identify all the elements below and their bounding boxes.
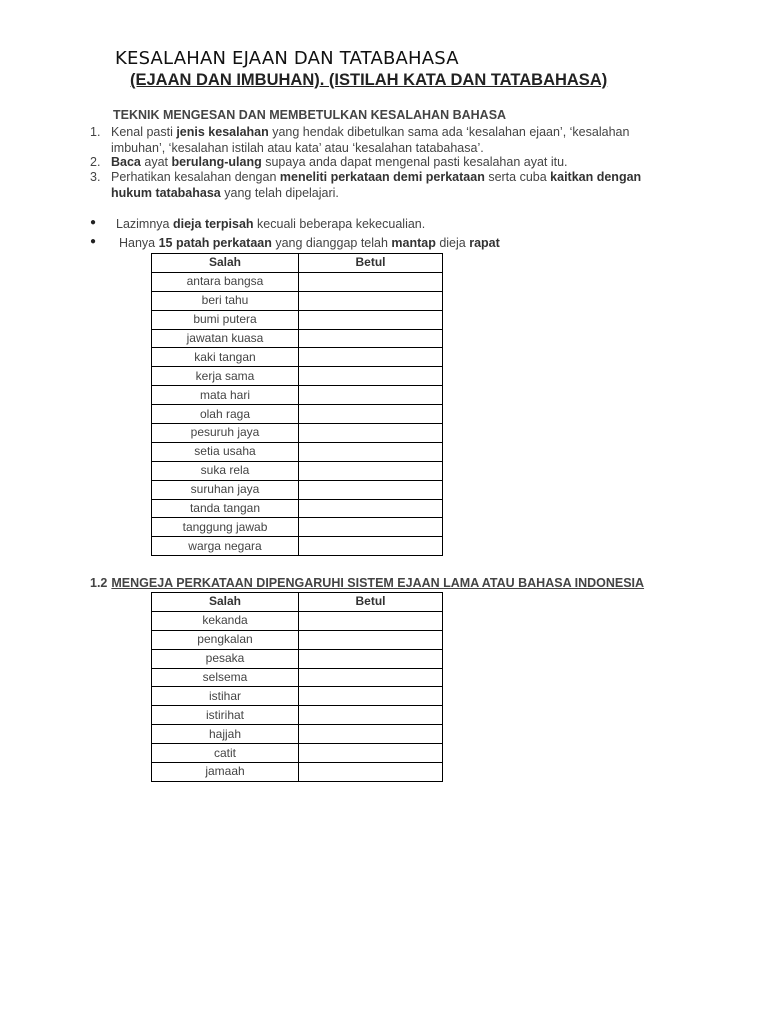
item-number: 3. bbox=[90, 170, 101, 184]
table-row bbox=[152, 310, 443, 329]
bullet-icon: ● bbox=[90, 217, 97, 228]
document-title: KESALAHAN EJAAN DAN TATABAHASA bbox=[115, 48, 459, 69]
cell-salah: catit bbox=[152, 744, 299, 763]
table-row bbox=[152, 649, 443, 668]
cell-betul-blank[interactable] bbox=[299, 310, 443, 329]
table-row bbox=[152, 763, 443, 782]
section-number: 1.2 bbox=[90, 576, 108, 590]
bullet-icon: ● bbox=[90, 236, 97, 247]
spelling-table-compound bbox=[151, 253, 443, 556]
cell-salah: bumi putera bbox=[152, 310, 299, 329]
header-salah: Salah bbox=[152, 254, 299, 273]
table-row bbox=[152, 367, 443, 386]
cell-salah: istihar bbox=[152, 687, 299, 706]
table-row bbox=[152, 725, 443, 744]
cell-betul-blank[interactable] bbox=[299, 348, 443, 367]
item-number: 2. bbox=[90, 155, 101, 169]
cell-betul-blank[interactable] bbox=[299, 499, 443, 518]
cell-betul-blank[interactable] bbox=[299, 272, 443, 291]
table-row bbox=[152, 706, 443, 725]
cell-betul-blank[interactable] bbox=[299, 405, 443, 424]
cell-salah: antara bangsa bbox=[152, 272, 299, 291]
item-text-part: Perhatikan kesalahan dengan bbox=[111, 170, 280, 184]
header-salah: Salah bbox=[152, 593, 299, 612]
table-row bbox=[152, 668, 443, 687]
item-text-part: ayat bbox=[140, 155, 172, 169]
cell-betul-blank[interactable] bbox=[299, 649, 443, 668]
bullet-text: Lazimnya dieja terpisah kecuali beberapa kekecualian. bbox=[116, 217, 426, 231]
table-row bbox=[152, 630, 443, 649]
cell-salah: jamaah bbox=[152, 763, 299, 782]
cell-betul-blank[interactable] bbox=[299, 668, 443, 687]
header-betul: Betul bbox=[299, 593, 443, 612]
cell-betul-blank[interactable] bbox=[299, 706, 443, 725]
item-text-part: supaya anda dapat mengenal pasti kesalahan ayat itu. bbox=[261, 155, 568, 169]
cell-salah: selsema bbox=[152, 668, 299, 687]
table-row bbox=[152, 499, 443, 518]
bullet-text: Hanya 15 patah perkataan yang dianggap telah mantap dieja rapat bbox=[119, 236, 500, 250]
cell-salah: jawatan kuasa bbox=[152, 329, 299, 348]
cell-salah: pesuruh jaya bbox=[152, 424, 299, 443]
cell-betul-blank[interactable] bbox=[299, 763, 443, 782]
item-text bbox=[111, 155, 671, 171]
cell-salah: suruhan jaya bbox=[152, 480, 299, 499]
table-row bbox=[152, 272, 443, 291]
item-text bbox=[111, 170, 671, 201]
cell-betul-blank[interactable] bbox=[299, 329, 443, 348]
cell-salah: beri tahu bbox=[152, 291, 299, 310]
cell-betul-blank[interactable] bbox=[299, 687, 443, 706]
table-header-row bbox=[152, 593, 443, 612]
cell-salah: tanggung jawab bbox=[152, 518, 299, 537]
section-title: MENGEJA PERKATAAN DIPENGARUHI SISTEM EJAAN LAMA ATAU BAHASA INDONESIA bbox=[111, 576, 645, 590]
spelling-table-old-system bbox=[151, 592, 443, 782]
table-row bbox=[152, 480, 443, 499]
cell-betul-blank[interactable] bbox=[299, 480, 443, 499]
cell-salah: hajjah bbox=[152, 725, 299, 744]
section-heading-1-2 bbox=[90, 576, 644, 590]
cell-salah: kekanda bbox=[152, 611, 299, 630]
table-row bbox=[152, 687, 443, 706]
cell-betul-blank[interactable] bbox=[299, 291, 443, 310]
item-number: 1. bbox=[90, 125, 101, 139]
cell-betul-blank[interactable] bbox=[299, 725, 443, 744]
table-row bbox=[152, 291, 443, 310]
table-row bbox=[152, 461, 443, 480]
item-text-part: Kenal pasti bbox=[111, 125, 177, 139]
header-betul: Betul bbox=[299, 254, 443, 273]
table-row bbox=[152, 744, 443, 763]
cell-salah: tanda tangan bbox=[152, 499, 299, 518]
cell-betul-blank[interactable] bbox=[299, 744, 443, 763]
item-text-bold: jenis kesalahan bbox=[176, 125, 269, 139]
cell-salah: warga negara bbox=[152, 537, 299, 556]
cell-salah: olah raga bbox=[152, 405, 299, 424]
bullet-item-2 bbox=[90, 236, 500, 250]
cell-salah: kaki tangan bbox=[152, 348, 299, 367]
table-header-row bbox=[152, 254, 443, 273]
bullet-item-1 bbox=[90, 217, 425, 231]
item-text-bold: meneliti perkataan demi perkataan bbox=[279, 170, 485, 184]
cell-salah: istirihat bbox=[152, 706, 299, 725]
item-text-bold: kaitkan dengan hukum tatabahasa bbox=[111, 170, 642, 200]
cell-salah: pesaka bbox=[152, 649, 299, 668]
cell-betul-blank[interactable] bbox=[299, 386, 443, 405]
cell-salah: kerja sama bbox=[152, 367, 299, 386]
item-text-bold: Baca bbox=[111, 155, 141, 169]
cell-salah: setia usaha bbox=[152, 442, 299, 461]
cell-betul-blank[interactable] bbox=[299, 442, 443, 461]
cell-betul-blank[interactable] bbox=[299, 630, 443, 649]
cell-salah: mata hari bbox=[152, 386, 299, 405]
document-subtitle: (EJAAN DAN IMBUHAN). (ISTILAH KATA DAN TATABAHASA) bbox=[130, 71, 608, 89]
table-row bbox=[152, 518, 443, 537]
cell-betul-blank[interactable] bbox=[299, 461, 443, 480]
table-row bbox=[152, 348, 443, 367]
cell-betul-blank[interactable] bbox=[299, 611, 443, 630]
item-text-bold: berulang-ulang bbox=[171, 155, 262, 169]
table-row bbox=[152, 424, 443, 443]
table-row bbox=[152, 537, 443, 556]
table-row bbox=[152, 442, 443, 461]
cell-betul-blank[interactable] bbox=[299, 518, 443, 537]
cell-betul-blank[interactable] bbox=[299, 367, 443, 386]
item-text-part: yang hendak dibetulkan sama ada ‘kesalahan ejaan’, ‘kesalahan imbuhan’, ‘kesalahan istilah atau kata’ atau ‘kesalahan tatabahasa’. bbox=[111, 125, 630, 155]
table-row bbox=[152, 386, 443, 405]
table-row bbox=[152, 329, 443, 348]
item-text-part: yang telah dipelajari. bbox=[220, 185, 339, 200]
cell-betul-blank[interactable] bbox=[299, 424, 443, 443]
cell-salah: suka rela bbox=[152, 461, 299, 480]
item-text bbox=[111, 125, 671, 156]
cell-salah: pengkalan bbox=[152, 630, 299, 649]
table-row bbox=[152, 611, 443, 630]
technique-heading: TEKNIK MENGESAN DAN MEMBETULKAN KESALAHAN BAHASA bbox=[113, 108, 507, 122]
item-text-part: serta cuba bbox=[484, 170, 551, 184]
table-row bbox=[152, 405, 443, 424]
cell-betul-blank[interactable] bbox=[299, 537, 443, 556]
